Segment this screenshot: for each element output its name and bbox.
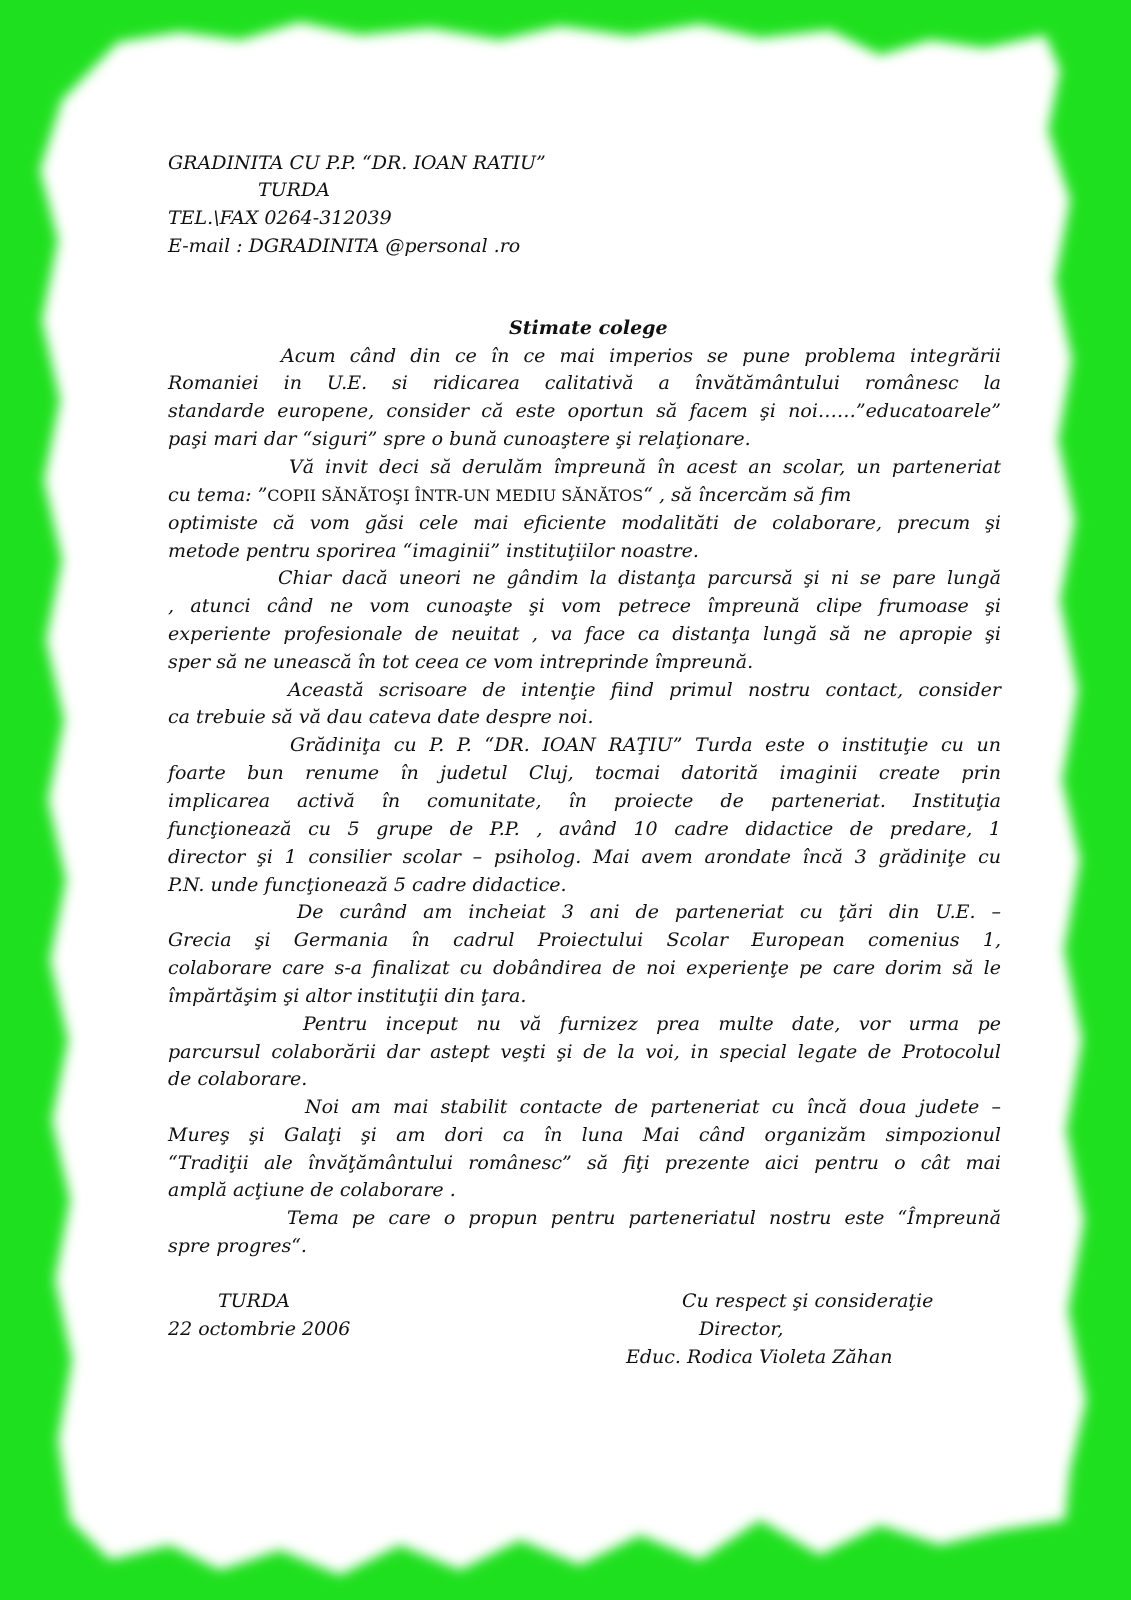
body-line: metode pentru sporirea “imaginii” instituţiilor noastre. [168, 540, 699, 562]
body-line-theme [168, 484, 851, 507]
body-line: colaborare care s-a finalizat cu dobândirea de noi experienţe pe care dorim să le [168, 957, 1001, 979]
body-line: ca trebuie să vă dau cateva date despre noi. [168, 706, 594, 728]
body-line: Chiar dacă uneori ne gândim la distanţa parcursă şi ni se pare lungă [278, 567, 1001, 589]
body-line: Această scrisoare de intenţie fiind primul nostru contact, consider [288, 679, 1001, 701]
body-line: Acum când din ce în ce mai imperios se pune problema integrării [281, 345, 1001, 367]
body-line: amplă acţiune de colaborare . [168, 1179, 456, 1201]
body-line: foarte bun renume în judetul Cluj, tocmai datorită imaginii create prin [168, 762, 1001, 784]
body-line: experiente profesionale de neuitat , va face ca distanţa lungă să ne apropie şi [168, 623, 1001, 645]
body-line: Tema pe care o propun pentru parteneriatul nostru este “Împreună [287, 1207, 1001, 1229]
body-line: împărtăşim şi altor instituţii din ţara. [168, 985, 527, 1007]
header-phone: TEL.\FAX 0264-312039 [168, 207, 392, 229]
body-line: sper să ne unească în tot ceea ce vom intreprinde împreună. [168, 651, 754, 673]
header-email: E-mail : DGRADINITA @personal .ro [168, 235, 521, 257]
body-line: Grădiniţa cu P. P. “DR. IOAN RAŢIU” Turda este o instituţie cu un [290, 734, 1001, 756]
footer-place: TURDA [218, 1290, 290, 1312]
body-line: de colaborare. [168, 1068, 308, 1090]
body-line: Romaniei in U.E. si ridicarea calitativă a învătământului românesc la [168, 372, 1001, 394]
header-city: TURDA [258, 179, 330, 201]
body-line: Vă invit deci să derulăm împreună în acest an scolar, un parteneriat [289, 456, 1001, 478]
body-line: implicarea activă în comunitate, în proiecte de parteneriat. Instituţia [168, 790, 1001, 812]
body-line: , atunci când ne vom cunoaşte şi vom petrece împreună clipe frumoase şi [168, 595, 1001, 617]
theme-tail: “ , să încercăm să fim [643, 484, 852, 506]
footer-signatory: Educ. Rodica Violeta Zăhan [626, 1346, 893, 1368]
header-institution: GRADINITA CU P.P. “DR. IOAN RATIU” [168, 152, 546, 174]
body-line: paşi mari dar “siguri” spre o bună cunoaştere şi relaţionare. [168, 428, 751, 450]
body-line: Pentru inceput nu vă furnizez prea multe date, vor urma pe [303, 1013, 1001, 1035]
footer-title: Director, [699, 1318, 784, 1340]
theme-intro: cu tema: ” [168, 484, 268, 506]
salutation: Stimate colege [509, 317, 668, 339]
body-line: parcursul colaborării dar astept veşti şi de la voi, in special legate de Protocolul [168, 1041, 1001, 1063]
body-line: standarde europene, consider că este oportun să facem şi noi……”educatoarele” [168, 400, 1001, 422]
body-line: “Tradiţii ale învăţământului românesc” să fiţi prezente aici pentru o cât mai [168, 1152, 1001, 1174]
theme-title: COPII SĂNĂTOŞI ÎNTR-UN MEDIU SĂNĂTOS [267, 486, 644, 505]
body-line: Noi am mai stabilit contacte de parteneriat cu încă doua judete – [305, 1096, 1001, 1118]
body-line: Grecia şi Germania în cadrul Proiectului Scolar European comenius 1, [168, 929, 1001, 951]
body-line: De curând am incheiat 3 ani de parteneriat cu ţări din U.E. – [297, 901, 1001, 923]
footer-date: 22 octombrie 2006 [168, 1318, 351, 1340]
body-line: director şi 1 consilier scolar – psiholog. Mai avem arondate încă 3 grădiniţe cu [168, 846, 1001, 868]
body-line: optimiste că vom găsi cele mai eficiente modalităti de colaborare, precum şi [168, 512, 1001, 534]
body-line: P.N. unde funcţionează 5 cadre didactice. [168, 874, 567, 896]
body-line: spre progres“. [168, 1235, 307, 1257]
footer-closing: Cu respect şi consideraţie [682, 1290, 934, 1312]
body-line: Mureş şi Galaţi şi am dori ca în luna Mai când organizăm simpozionul [168, 1124, 1001, 1146]
body-line: funcţionează cu 5 grupe de P.P. , având 10 cadre didactice de predare, 1 [168, 818, 1001, 840]
